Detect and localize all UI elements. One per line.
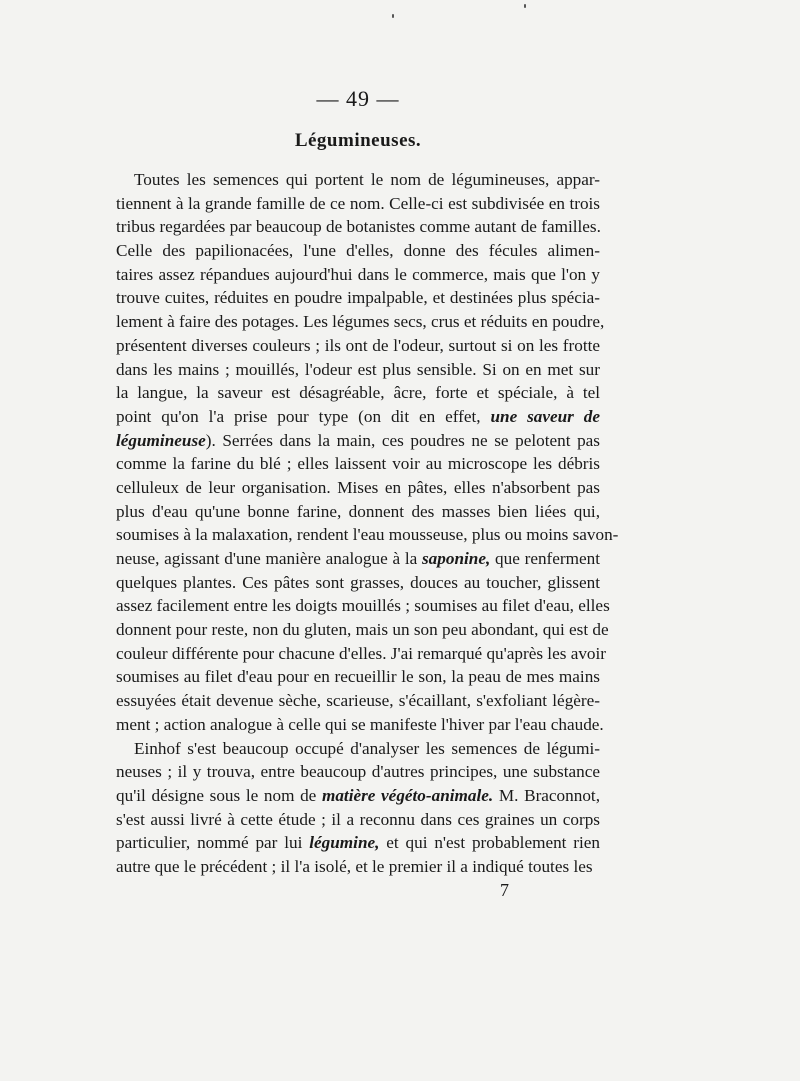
- text-line: trouve cuites, réduites en poudre impalpable, et destinées plus spécia-: [116, 288, 600, 308]
- text-line: tiennent à la grande famille de ce nom. Celle-ci est subdivisée en trois: [116, 193, 600, 213]
- emphasis: légumine,: [309, 833, 380, 853]
- text-line: la langue, la saveur est désagréable, âcre, forte et spéciale, à tel: [116, 383, 600, 403]
- paper-speck: [524, 4, 526, 8]
- text-line: plus d'eau qu'une bonne farine, donnent des masses bien liées qui,: [116, 501, 600, 521]
- paper-speck: [392, 14, 394, 18]
- text-line: légumineuse). Serrées dans la main, ces poudres ne se pelotent pas: [116, 430, 600, 450]
- text-line: dans les mains ; mouillés, l'odeur est plus sensible. Si on en met sur: [116, 359, 600, 379]
- text-line: celluleux de leur organisation. Mises en pâtes, elles n'absorbent pas: [116, 477, 600, 497]
- text-line: tribus regardées par beaucoup de botanistes comme autant de familles.: [116, 217, 601, 237]
- text-line: essuyées était devenue sèche, scarieuse, s'écaillant, s'exfoliant légère-: [116, 691, 600, 711]
- text-line: couleur différente pour chacune d'elles. J'ai remarqué qu'après les avoir: [116, 643, 607, 663]
- text-line: Celle des papilionacées, l'une d'elles, donne des fécules alimen-: [116, 241, 600, 261]
- text-line: Toutes les semences qui portent le nom de légumineuses, appar-: [134, 170, 600, 189]
- text-line: neuse, agissant d'une manière analogue à la saponine, que renferment: [116, 549, 600, 568]
- text-line: donnent pour reste, non du gluten, mais un son peu abondant, qui est de: [116, 620, 609, 640]
- text-line: quelques plantes. Ces pâtes sont grasses, douces au toucher, glissent: [116, 572, 600, 592]
- emphasis: une saveur de: [490, 406, 600, 426]
- text-line: soumises au filet d'eau pour en recueillir le son, la peau de mes mains: [116, 667, 600, 687]
- section-title: Légumineuses.: [294, 130, 422, 151]
- text-line: point qu'on l'a prise pour type (on dit en effet, une saveur de: [116, 406, 600, 426]
- text-line: présentent diverses couleurs ; ils ont de l'odeur, surtout si on les frotte: [116, 335, 600, 355]
- text-line: assez facilement entre les doigts mouillés ; soumises au filet d'eau, elles: [116, 596, 610, 616]
- text-line: lement à faire des potages. Les légumes secs, crus et réduits en poudre,: [116, 312, 605, 332]
- page-number: — 49 —: [316, 86, 400, 111]
- text-line: autre que le précédent ; il l'a isolé, et le premier il a indiqué toutes les: [116, 856, 593, 876]
- text-line: comme la farine du blé ; elles laissent voir au microscope les débris: [116, 454, 600, 474]
- text-line: s'est aussi livré à cette étude ; il a reconnu dans ces graines un corps: [116, 809, 600, 829]
- emphasis: matière végéto-animale.: [321, 785, 494, 805]
- text-line: qu'il désigne sous le nom de matière végéto-animale. M. Braconnot,: [116, 785, 600, 805]
- text-line: particulier, nommé par lui légumine, et qui n'est probablement rien: [116, 833, 601, 853]
- text-line: neuses ; il y trouva, entre beaucoup d'autres principes, une substance: [116, 762, 600, 782]
- text-line: ment ; action analogue à celle qui se manifeste l'hiver par l'eau chaude.: [116, 714, 604, 734]
- body-text: [116, 168, 619, 879]
- text-line: Einhof s'est beaucoup occupé d'analyser les semences de légumi-: [134, 738, 600, 758]
- text-line: soumises à la malaxation, rendent l'eau mousseuse, plus ou moins savon-: [116, 525, 619, 545]
- signature-mark: 7: [500, 880, 509, 900]
- emphasis: légumineuse: [116, 430, 206, 450]
- emphasis: saponine,: [421, 549, 491, 568]
- text-line: taires assez répandues aujourd'hui dans le commerce, mais que l'on y: [116, 264, 600, 284]
